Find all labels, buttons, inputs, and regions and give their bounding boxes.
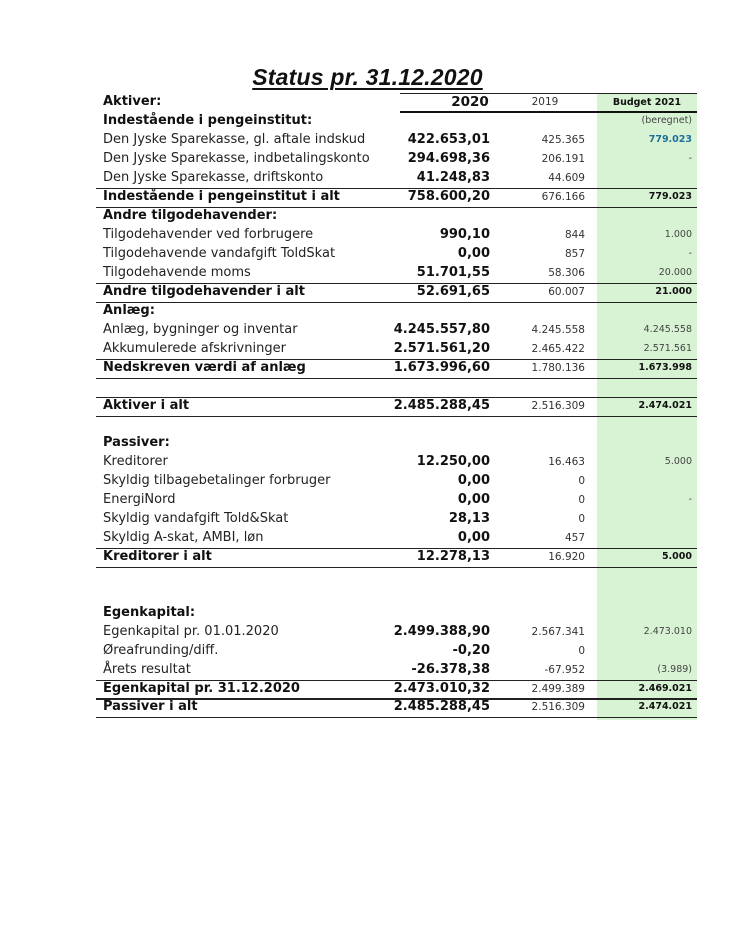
value-2020: 51.701,55: [416, 265, 490, 280]
value-2020: 1.673.996,60: [393, 360, 490, 375]
row-label: Skyldig vandafgift Told&Skat: [103, 511, 289, 526]
row-label: Andre tilgodehavender i alt: [103, 284, 305, 299]
total-row: [96, 283, 697, 302]
value-budget-2021: 1.673.998: [638, 362, 692, 373]
section-heading-row: [96, 93, 697, 112]
value-2019: 16.463: [548, 456, 585, 468]
value-2019: 1.780.136: [531, 362, 585, 374]
value-2020: 12.278,13: [416, 549, 490, 564]
value-budget-2021: 5.000: [661, 551, 692, 562]
value-2019: 0: [578, 475, 585, 487]
total-bottom-rule: [96, 717, 697, 718]
total-top-rule: [96, 397, 697, 398]
column-header-2019: 2019: [531, 96, 559, 108]
value-2020: 4.245.557,80: [393, 322, 490, 337]
document-title-wrap: [0, 64, 735, 91]
total-row: [96, 548, 697, 567]
value-2020: 2.485.288,45: [393, 699, 490, 714]
value-2020: 422.653,01: [407, 132, 490, 147]
value-2020: 2.499.388,90: [393, 624, 490, 639]
value-budget-2021: (beregnet): [641, 115, 692, 126]
row-label: Passiver i alt: [103, 699, 198, 714]
table-row: [96, 264, 697, 283]
value-2020: 0,00: [457, 492, 490, 507]
value-budget-2021: 2.571.561: [643, 343, 692, 354]
total-bottom-rule: [96, 416, 697, 417]
value-2020: 52.691,65: [416, 284, 490, 299]
row-label: Akkumulerede afskrivninger: [103, 341, 286, 356]
total-row: [96, 698, 697, 717]
column-header-budget-2021: Budget 2021: [612, 97, 682, 108]
value-2020: 0,00: [457, 530, 490, 545]
value-2019: 2.516.309: [531, 701, 585, 713]
table-row: [96, 340, 697, 359]
value-2020: 2.571.561,20: [393, 341, 490, 356]
section-heading-row: [96, 434, 697, 453]
value-budget-2021: 2.474.021: [638, 400, 692, 411]
row-label: Skyldig tilbagebetalinger forbruger: [103, 473, 331, 488]
table-row: [96, 453, 697, 472]
value-budget-2021: (3.989): [657, 664, 692, 675]
row-label: Egenkapital:: [103, 605, 196, 620]
total-top-rule: [96, 698, 697, 699]
value-2019: 844: [564, 229, 585, 241]
row-label: Anlæg:: [103, 303, 155, 318]
row-label: Aktiver:: [103, 94, 162, 109]
value-2019: 0: [578, 494, 585, 506]
value-budget-2021: 2.469.021: [638, 683, 692, 694]
value-2019: 44.609: [548, 172, 585, 184]
value-2019: 857: [564, 248, 585, 260]
value-2019: 16.920: [548, 551, 585, 563]
total-top-rule: [96, 188, 697, 189]
section-heading-row: [96, 302, 697, 321]
value-2020: 758.600,20: [407, 189, 490, 204]
value-2020: 2.485.288,45: [393, 398, 490, 413]
value-2020: 0,00: [457, 246, 490, 261]
value-budget-2021: 4.245.558: [643, 324, 692, 335]
row-label: Skyldig A-skat, AMBI, løn: [103, 530, 264, 545]
value-budget-2021: -: [688, 494, 692, 505]
value-2019: 2.499.389: [531, 683, 585, 695]
row-label: Tilgodehavende vandafgift ToldSkat: [103, 246, 336, 261]
total-row: [96, 359, 697, 378]
value-2020: 0,00: [457, 473, 490, 488]
column-header-2020: 2020: [451, 94, 489, 110]
row-label: Kreditorer: [103, 454, 168, 469]
total-bottom-rule: [96, 378, 697, 379]
table-row: [96, 491, 697, 510]
value-budget-2021: 2.474.021: [638, 701, 692, 712]
value-budget-2021: -: [688, 248, 692, 259]
value-2019: 425.365: [541, 134, 585, 146]
section-heading-row: [96, 604, 697, 623]
row-label: Andre tilgodehavender:: [103, 208, 278, 223]
row-label: Tilgodehavende moms: [103, 265, 251, 280]
table-row: [96, 169, 697, 188]
value-2020: 2.473.010,32: [393, 681, 490, 696]
row-label: Kreditorer i alt: [103, 549, 212, 564]
row-label: Nedskreven værdi af anlæg: [103, 360, 306, 375]
value-budget-2021: 779.023: [648, 134, 692, 145]
row-label: Egenkapital pr. 31.12.2020: [103, 681, 300, 696]
total-bottom-rule: [96, 567, 697, 568]
value-budget-2021: -: [688, 153, 692, 164]
value-2020: 294.698,36: [407, 151, 490, 166]
table-row: [96, 245, 697, 264]
value-2019: 2.465.422: [531, 343, 585, 355]
table-row: [96, 131, 697, 150]
total-top-rule: [96, 680, 697, 681]
total-top-rule: [96, 359, 697, 360]
row-label: Egenkapital pr. 01.01.2020: [103, 624, 279, 639]
total-top-rule: [96, 548, 697, 549]
value-2019: -67.952: [544, 664, 585, 676]
row-label: Den Jyske Sparekasse, gl. aftale indskud: [103, 132, 366, 147]
row-label: Den Jyske Sparekasse, indbetalingskonto: [103, 151, 370, 166]
value-2019: 0: [578, 645, 585, 657]
table-row: [96, 623, 697, 642]
document-title: Status pr. 31.12.2020: [252, 64, 483, 90]
row-label: Indestående i pengeinstitut:: [103, 113, 313, 128]
value-2019: 2.516.309: [531, 400, 585, 412]
value-budget-2021: 779.023: [648, 191, 692, 202]
row-label: Årets resultat: [103, 662, 191, 677]
value-2019: 457: [564, 532, 585, 544]
value-budget-2021: 5.000: [664, 456, 692, 467]
table-row: [96, 529, 697, 548]
value-2019: 58.306: [548, 267, 585, 279]
row-label: Tilgodehavender ved forbrugere: [103, 227, 314, 242]
section-heading-row: [96, 112, 697, 131]
value-2020: 990,10: [439, 227, 490, 242]
value-2019: 0: [578, 513, 585, 525]
row-label: Aktiver i alt: [103, 398, 190, 413]
row-label: Øreafrunding/diff.: [103, 643, 219, 658]
table-row: [96, 472, 697, 491]
section-heading-row: [96, 207, 697, 226]
table-row: [96, 510, 697, 529]
value-2020: 12.250,00: [416, 454, 490, 469]
value-2020: -26.378,38: [411, 662, 490, 677]
row-label: Den Jyske Sparekasse, driftskonto: [103, 170, 324, 185]
value-2019: 4.245.558: [531, 324, 585, 336]
total-row: [96, 680, 697, 699]
table-row: [96, 661, 697, 680]
value-2019: 206.191: [541, 153, 585, 165]
value-budget-2021: 20.000: [658, 267, 692, 278]
table-row: [96, 642, 697, 661]
row-label: Passiver:: [103, 435, 170, 450]
value-budget-2021: 1.000: [664, 229, 692, 240]
table-row: [96, 226, 697, 245]
value-2019: 60.007: [548, 286, 585, 298]
total-row: [96, 397, 697, 416]
table-row: [96, 150, 697, 169]
value-2020: 41.248,83: [416, 170, 490, 185]
row-label: Anlæg, bygninger og inventar: [103, 322, 298, 337]
table-row: [96, 321, 697, 340]
row-label: EnergiNord: [103, 492, 176, 507]
value-2019: 676.166: [541, 191, 585, 203]
value-budget-2021: 2.473.010: [643, 626, 692, 637]
total-row: [96, 188, 697, 207]
value-2020: -0,20: [452, 643, 490, 658]
value-budget-2021: 21.000: [655, 286, 692, 297]
total-top-rule: [96, 283, 697, 284]
row-label: Indestående i pengeinstitut i alt: [103, 189, 340, 204]
value-2019: 2.567.341: [531, 626, 585, 638]
value-2020: 28,13: [448, 511, 490, 526]
